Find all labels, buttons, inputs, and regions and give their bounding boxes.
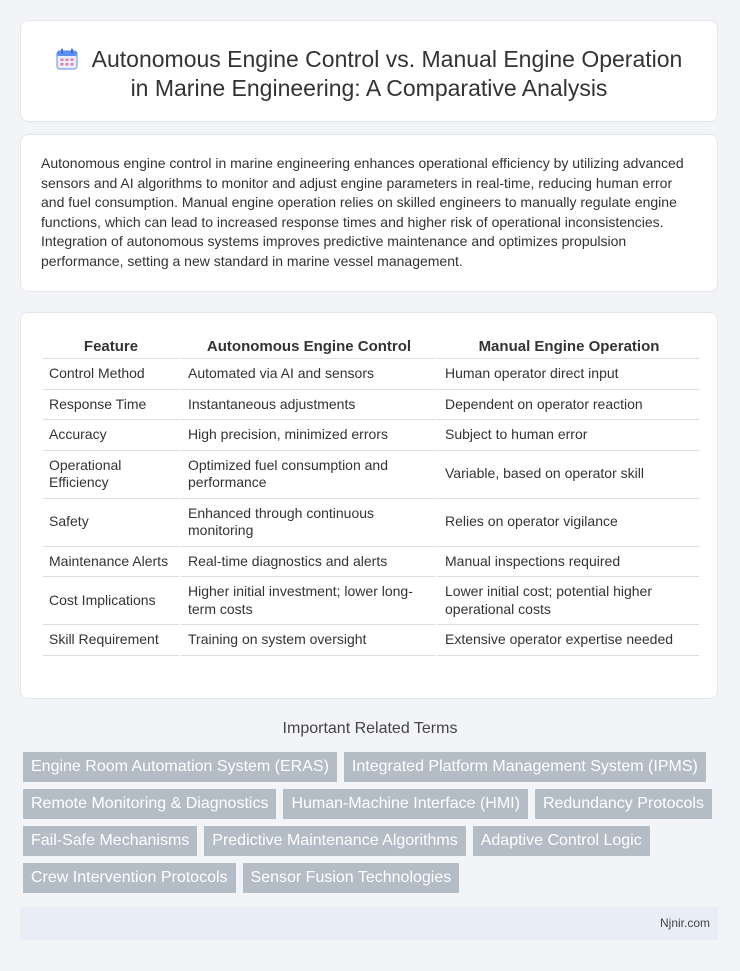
table-row <box>43 359 699 390</box>
manual-cell: Human operator direct input <box>436 359 699 390</box>
related-term-tag[interactable]: Redundancy Protocols <box>535 789 712 819</box>
manual-cell: Manual inspections required <box>436 547 699 578</box>
autonomous-cell: Higher initial investment; lower long-term costs <box>179 577 436 625</box>
manual-cell: Relies on operator vigilance <box>436 499 699 547</box>
table-row <box>43 451 699 499</box>
table-header-row <box>43 333 699 359</box>
intro-card <box>20 134 718 292</box>
manual-cell: Subject to human error <box>436 420 699 451</box>
feature-cell: Control Method <box>43 359 179 390</box>
feature-cell: Response Time <box>43 390 179 421</box>
related-term-tag[interactable]: Integrated Platform Management System (IPMS) <box>344 752 706 782</box>
feature-cell: Safety <box>43 499 179 547</box>
related-term-tag[interactable]: Predictive Maintenance Algorithms <box>204 826 465 856</box>
autonomous-cell: Instantaneous adjustments <box>179 390 436 421</box>
footer <box>20 907 718 940</box>
header-feature: Feature <box>43 333 179 359</box>
related-term-tag[interactable]: Adaptive Control Logic <box>473 826 650 856</box>
intro-paragraph: Autonomous engine control in marine engineering enhances operational efficiency by utilizing advanced sensors and AI algorithms to monitor and adjust engine parameters in real-time, reducing human error and fuel consumption. Manual engine operation relies on skilled engineers to manually regulate engine functions, which can lead to increased response times and higher risk of operational inconsistencies. Integration of autonomous systems improves predictive maintenance and optimizes propulsion performance, setting a new standard in marine vessel management. <box>41 155 684 269</box>
table-row <box>43 547 699 578</box>
comparison-card <box>20 312 718 699</box>
table-row <box>43 420 699 451</box>
related-term-tag[interactable]: Sensor Fusion Technologies <box>243 863 460 893</box>
manual-cell: Dependent on operator reaction <box>436 390 699 421</box>
feature-cell: Accuracy <box>43 420 179 451</box>
autonomous-cell: Training on system oversight <box>179 625 436 656</box>
autonomous-cell: Automated via AI and sensors <box>179 359 436 390</box>
related-term-tag[interactable]: Engine Room Automation System (ERAS) <box>23 752 337 782</box>
table-row <box>43 499 699 547</box>
footer-site-link[interactable]: Njnir.com <box>659 916 710 930</box>
header-autonomous: Autonomous Engine Control <box>179 333 436 359</box>
feature-cell: Operational Efficiency <box>43 451 179 499</box>
header-manual: Manual Engine Operation <box>436 333 699 359</box>
manual-cell: Extensive operator expertise needed <box>436 625 699 656</box>
table-row <box>43 625 699 656</box>
feature-cell: Maintenance Alerts <box>43 547 179 578</box>
autonomous-cell: High precision, minimized errors <box>179 420 436 451</box>
page-title <box>51 45 687 103</box>
related-term-tag[interactable]: Remote Monitoring & Diagnostics <box>23 789 276 819</box>
feature-cell: Skill Requirement <box>43 625 179 656</box>
page-title-text: Autonomous Engine Control vs. Manual Engine Operation in Marine Engineering: A Comparative Analysis <box>91 46 683 101</box>
related-terms-list <box>23 752 723 893</box>
related-terms-heading: Important Related Terms <box>282 720 458 737</box>
table-row <box>43 577 699 625</box>
calendar-icon <box>56 48 78 70</box>
title-card <box>20 20 718 122</box>
autonomous-cell: Enhanced through continuous monitoring <box>179 499 436 547</box>
related-term-tag[interactable]: Crew Intervention Protocols <box>23 863 236 893</box>
autonomous-cell: Optimized fuel consumption and performance <box>179 451 436 499</box>
table-row <box>43 390 699 421</box>
related-term-tag[interactable]: Human-Machine Interface (HMI) <box>283 789 528 819</box>
comparison-table <box>43 333 699 656</box>
feature-cell: Cost Implications <box>43 577 179 625</box>
manual-cell: Variable, based on operator skill <box>436 451 699 499</box>
related-term-tag[interactable]: Fail-Safe Mechanisms <box>23 826 197 856</box>
autonomous-cell: Real-time diagnostics and alerts <box>179 547 436 578</box>
manual-cell: Lower initial cost; potential higher operational costs <box>436 577 699 625</box>
